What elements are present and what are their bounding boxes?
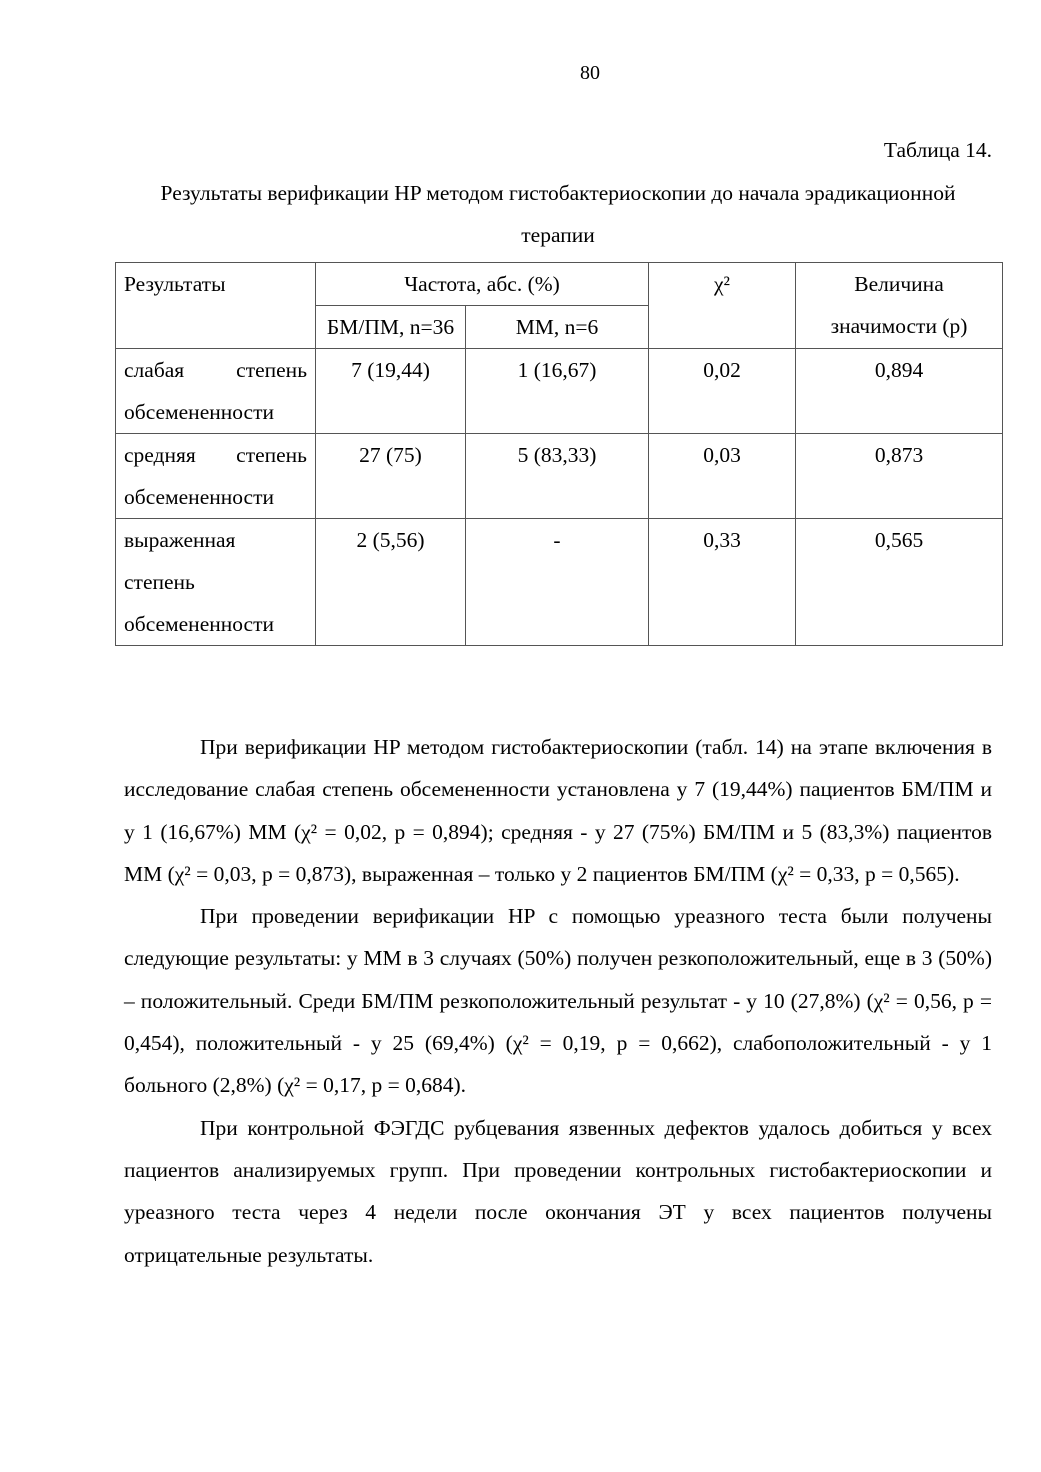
- row-group2-value: 1 (16,67): [466, 349, 649, 434]
- table-label: Таблица 14.: [883, 138, 992, 162]
- row-result: средняя степень обсемененности: [116, 434, 316, 519]
- header-significance: Величина значимости (р): [796, 263, 1003, 349]
- table-row: [116, 349, 1003, 434]
- row-chi2-value: 0,33: [649, 519, 796, 646]
- header-chi2: χ²: [649, 263, 796, 349]
- row-result: выраженная степень обсемененности: [116, 519, 316, 646]
- results-table: [115, 262, 1003, 646]
- row-group1-value: 2 (5,56): [316, 519, 466, 646]
- row-group1-value: 27 (75): [316, 434, 466, 519]
- table-header-row: [116, 263, 1003, 306]
- row-group2-value: -: [466, 519, 649, 646]
- row-group2-value: 5 (83,33): [466, 434, 649, 519]
- table-caption: Результаты верификации HP методом гистобактериоскопии до начала эрадикационной терапии: [160, 181, 956, 247]
- table-row: [116, 519, 1003, 646]
- body-text: [124, 726, 992, 1276]
- paragraph: При контрольной ФЭГДС рубцевания язвенных дефектов удалось добиться у всех пациентов анализируемых групп. При проведении контрольных гистобактериоскопии и уреазного теста через 4 недели после окончания ЭТ у всех пациентов получены отрицательные результаты.: [124, 1115, 992, 1267]
- row-chi2-value: 0,03: [649, 434, 796, 519]
- row-group1-value: 7 (19,44): [316, 349, 466, 434]
- paragraph: При проведении верификации HP с помощью уреазного теста были получены следующие результаты: у ММ в 3 случаях (50%) получен резкоположительный, еще в 3 (50%) – положительный. Среди БМ/ПМ резкоположительный результат - у 10 (27,8%) (χ² = 0,56, p = 0,454), положительный - у 25 (69,4%) (χ² = 0,19, p = 0,662), слабоположительный - у 1 больного (2,8%) (χ² = 0,17, p = 0,684).: [124, 904, 992, 1098]
- header-group2: ММ, n=6: [466, 306, 649, 349]
- row-result: слабая степень обсемененности: [116, 349, 316, 434]
- row-chi2-value: 0,02: [649, 349, 796, 434]
- header-results: Результаты: [116, 263, 316, 349]
- row-p-value: 0,894: [796, 349, 1003, 434]
- row-p-value: 0,873: [796, 434, 1003, 519]
- header-group1: БМ/ПМ, n=36: [316, 306, 466, 349]
- row-p-value: 0,565: [796, 519, 1003, 646]
- paragraph: При верификации HP методом гистобактериоскопии (табл. 14) на этапе включения в исследование слабая степень обсемененности установлена у 7 (19,44%) пациентов БМ/ПМ и у 1 (16,67%) ММ (χ² = 0,02, p = 0,894); средняя - у 27 (75%) БМ/ПМ и 5 (83,3%) пациентов ММ (χ² = 0,03, p = 0,873), выраженная – только у 2 пациентов БМ/ПМ (χ² = 0,33, p = 0,565).: [124, 735, 992, 886]
- page-number: 80: [580, 62, 600, 84]
- table-row: [116, 434, 1003, 519]
- header-frequency: Частота, абс. (%): [316, 263, 649, 306]
